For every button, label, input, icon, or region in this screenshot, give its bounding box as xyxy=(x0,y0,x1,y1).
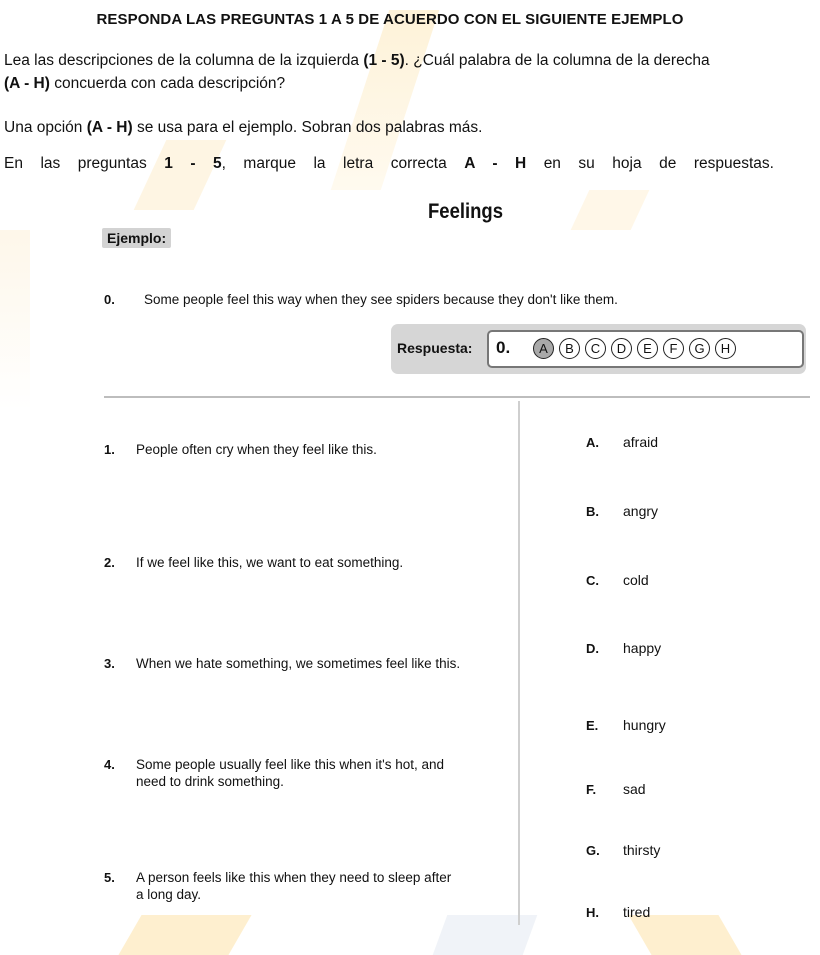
instruction-text: , marque la letra correcta xyxy=(221,155,465,172)
answer-bubble-c: C xyxy=(585,338,606,359)
exercise-heading: Feelings xyxy=(428,200,503,223)
question-text: When we hate something, we sometimes feel like this. xyxy=(136,656,461,671)
option-word: hungry xyxy=(623,717,666,733)
option-word: happy xyxy=(623,640,662,656)
option-letter: G. xyxy=(586,843,600,858)
option-letter: A. xyxy=(586,435,599,450)
answer-label: Respuesta: xyxy=(397,340,473,356)
instruction-paragraph-3 xyxy=(4,152,774,175)
watermark-shape xyxy=(571,190,650,230)
option-word: thirsty xyxy=(623,842,661,858)
option-letter: D. xyxy=(586,641,599,656)
answer-bubble-e: E xyxy=(637,338,658,359)
answer-number: 0. xyxy=(496,338,511,357)
example-number: 0. xyxy=(104,292,115,307)
instruction-text: En las preguntas xyxy=(4,155,165,172)
option-letter: F. xyxy=(586,782,597,797)
watermark-shape xyxy=(628,915,741,955)
section-divider xyxy=(104,396,810,398)
answer-bubble-b: B xyxy=(559,338,580,359)
option-word: afraid xyxy=(623,434,659,450)
answer-bubble-g: G xyxy=(689,338,710,359)
answer-bubble-a: A xyxy=(533,338,554,359)
instruction-paragraph-1 xyxy=(4,49,794,95)
column-divider xyxy=(518,401,520,925)
option-word: sad xyxy=(623,781,646,797)
question-text: If we feel like this, we want to eat something. xyxy=(136,555,404,570)
example-label: Ejemplo: xyxy=(102,228,171,248)
option-letter: C. xyxy=(586,573,599,588)
option-letter: B. xyxy=(586,504,599,519)
instruction-text: Una opción xyxy=(4,119,87,136)
watermark-shape xyxy=(0,230,30,410)
question-number: 5. xyxy=(104,870,115,885)
watermark-shape xyxy=(134,140,227,210)
instruction-range: (1 - 5) xyxy=(363,52,405,69)
instruction-text: en su hoja de respuestas. xyxy=(526,155,774,172)
instruction-text: concuerda con cada descripción? xyxy=(49,75,286,92)
answer-bubble-f: F xyxy=(663,338,684,359)
question-text: A person feels like this when they need to sleep after a long day. xyxy=(136,870,452,902)
question-number: 4. xyxy=(104,757,115,772)
page-title: RESPONDA LAS PREGUNTAS 1 A 5 DE ACUERDO CON EL SIGUIENTE EJEMPLO xyxy=(96,11,684,28)
instruction-range: 1 - 5 xyxy=(164,155,222,172)
question-number: 2. xyxy=(104,555,115,570)
instruction-text: se usa para el ejemplo. Sobran dos palabras más. xyxy=(132,119,483,136)
question-text: Some people usually feel like this when it's hot, and need to drink something. xyxy=(136,757,445,789)
option-word: cold xyxy=(623,572,649,588)
option-word: tired xyxy=(623,904,651,920)
question-number: 1. xyxy=(104,442,115,457)
option-word: angry xyxy=(623,503,659,519)
watermark-shape xyxy=(118,915,251,955)
answer-bubble-d: D xyxy=(611,338,632,359)
option-letter: E. xyxy=(586,718,599,733)
instruction-paragraph-2 xyxy=(4,116,794,139)
example-text: Some people feel this way when they see spiders because they don't like them. xyxy=(144,292,618,307)
instruction-text: . ¿Cuál palabra de la columna de la derecha xyxy=(404,52,710,69)
answer-bubble-h: H xyxy=(715,338,736,359)
option-letter: H. xyxy=(586,905,599,920)
instruction-range: (A - H) xyxy=(86,119,133,136)
instruction-range: A - H xyxy=(464,155,527,172)
question-text: People often cry when they feel like this. xyxy=(136,442,377,457)
watermark-shape xyxy=(433,915,538,955)
instruction-range: (A - H) xyxy=(4,75,50,92)
question-number: 3. xyxy=(104,656,115,671)
instruction-text: Lea las descripciones de la columna de la izquierda xyxy=(4,52,364,69)
